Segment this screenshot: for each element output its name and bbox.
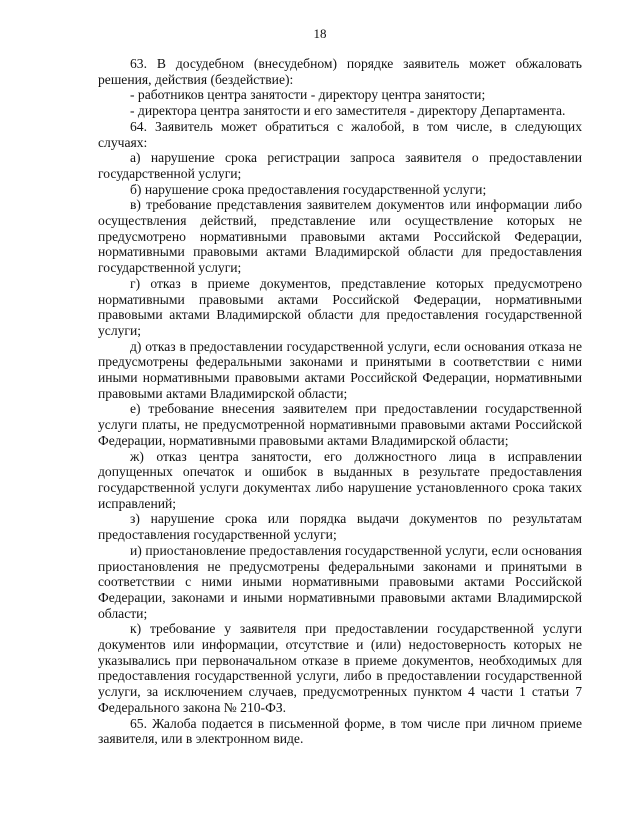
paragraph-63: 63. В досудебном (внесудебном) порядке заявитель может обжаловать решения, действия (бездействие): (98, 56, 582, 87)
list-item-i: и) приостановление предоставления государственной услуги, если основания приостановления не предусмотрены федеральными законами и принятыми в соответствии с ними иными нормативными правовыми актами Российской Федерации, законами и иными нормативными правовыми актами Владимирской области; (98, 542, 582, 621)
list-item-director: - директора центра занятости и его заместителя - директору Департамента. (130, 103, 566, 119)
list-item-b: б) нарушение срока предоставления государственной услуги; (130, 181, 487, 197)
list-item-a: а) нарушение срока регистрации запроса заявителя о предоставлении государственной услуги; (98, 150, 582, 181)
list-item-k: к) требование у заявителя при предоставлении государственной услуги документов или информации, отсутствие и (или) недостоверность которых не указывались при первоначальном отказе в приеме документов, необходимых для предоставления государственной услуги, либо в предоставлении государственной услуги, за исключением случаев, предусмотренных пунктом 4 части 1 статьи 7 Федерального закона № 210-ФЗ. (98, 621, 582, 715)
list-item-e: е) требование внесения заявителем при предоставлении государственной услуги платы, не предусмотренной нормативными правовыми актами Российской Федерации, нормативными правовыми актами Владимирской области; (98, 401, 582, 448)
document-body (98, 56, 582, 747)
list-item-g: г) отказ в приеме документов, представление которых предусмотрено нормативными правовыми актами Российской Федерации, нормативными правовыми актами Владимирской области для предоставления государственной услуги; (98, 275, 582, 338)
paragraph-65: 65. Жалоба подается в письменной форме, в том числе при личном приеме заявителя, или в электронном виде. (98, 715, 582, 747)
paragraph-64: 64. Заявитель может обратиться с жалобой, в том числе, в следующих случаях: (98, 118, 582, 150)
list-item-v: в) требование представления заявителем документов или информации либо осуществления действий, представление или осуществление которых не предусмотрено нормативными правовыми актами Российской Федерации, нормативными правовыми актами Владимирской области для предоставления государственной услуги; (98, 197, 582, 276)
list-item-employees: - работников центра занятости - директору центра занятости; (130, 87, 486, 103)
list-item-z: з) нарушение срока или порядка выдачи документов по результатам предоставления государственной услуги; (98, 511, 582, 543)
page-number: 18 (313, 26, 327, 41)
list-item-zh: ж) отказ центра занятости, его должностного лица в исправлении допущенных опечаток и ошибок в выданных в результате предоставления государственной услуги документах либо нарушение установленного срока таких исправлений; (98, 448, 582, 511)
list-item-d: д) отказ в предоставлении государственной услуги, если основания отказа не предусмотрены федеральными законами и принятыми в соответствии с ними иными нормативными правовыми актами Российской Федерации, нормативными правовыми актами Владимирской области; (98, 338, 582, 401)
